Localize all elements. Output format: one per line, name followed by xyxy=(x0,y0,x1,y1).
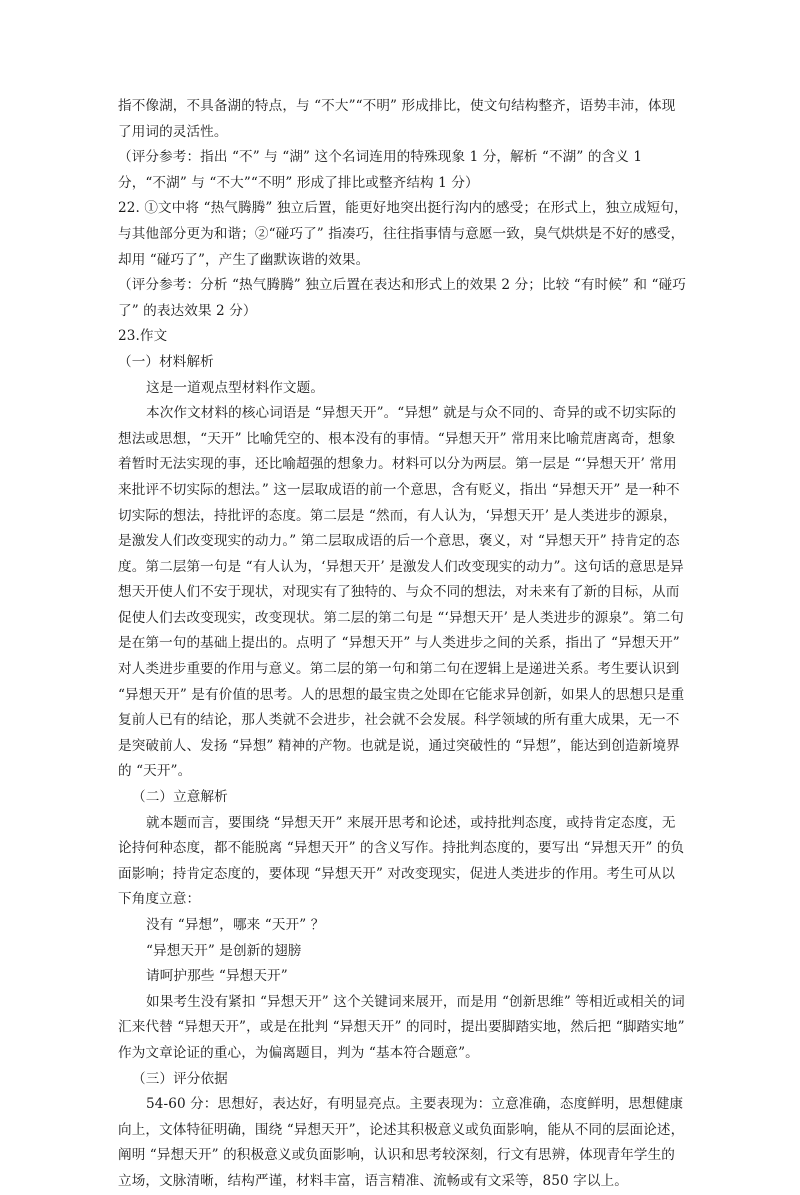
material-analysis-paragraph: 本次作文材料的核心词语是 “异想天开”。“异想” 就是与众不同的、奇异的或不切实际的想法或思想，“天开” 比喻凭空的、根本没有的事情。“异想天开” 常用来比喻荒唐离奇，想象着暂时无法实现的事，还比喻超强的想象力。材料可以分为两层。第一层是 “‘异想天开’ 常用来批评不切实际的想法。” 这一层取成语的前一个意思，含有贬义，指出 “异想天开” 是一种不切实际的想法，持批评的态度。第二层是 “然而，有人认为，‘异想天开’ 是人类进步的源泉，是激发人们改变现实的动力。” 第二层取成语的后一个意思，褒义，对 “异想天开” 持肯定的态度。第二层第一句是 “有人认为，‘异想天开’ 是激发人们改变现实的动力”。这句话的意思是异想天开使人们不安于现状，对现实有了独特的、与众不同的想法，对未来有了新的目标，从而促使人们去改变现实，改变现状。第二层的第二句是 “‘异想天开’ 是人类进步的源泉”。第二句是在第一句的基础上提出的。点明了 “异想天开” 与人类进步之间的关系，指出了 “异想天开” 对人类进步重要的作用与意义。第二层的第一句和第二句在逻辑上是递进关系。考生要认识到 “异想天开” 是有价值的思考。人的思想的最宝贵之处即在它能求异创新，如果人的思想只是重复前人已有的结论，那人类就不会进步，社会就不会发展。科学领域的所有重大成果，无一不是突破前人、发扬 “异想” 精神的产物。也就是说，通过突破性的 “异想”，能达到创造新境界的 “天开”。 xyxy=(118,405,685,780)
example-title-1: 没有 “异想”，哪来 “天开” ？ xyxy=(146,917,325,933)
scoring-note-22: （评分参考：分析 “热气腾腾” 独立后置在表达和形式上的效果 2 分；比较 “有时候” 和 “碰巧了” 的表达效果 2 分） xyxy=(118,277,686,319)
section-material-analysis-heading: （一）材料解析 xyxy=(118,353,214,370)
scoring-note-21: （评分参考：指出 “不” 与 “湖” 这个名词连用的特殊现象 1 分，解析 “不湖” 的含义 1 分，“不湖” 与 “不大”“不明” 形成了排比或整齐结构 1 分） xyxy=(118,149,643,191)
essay-heading: 23.作文 xyxy=(118,328,168,345)
scoring-tier-paragraph: 54-60 分：思想好，表达好，有明显亮点。主要表现为：立意准确，态度鲜明，思想健康向上，文体特征明确，围绕 “异想天开”，论述其积极意义或负面影响，能从不同的层面论述，阐明 “异想天开” 的积极意义或负面影响，认识和思考较深刻，行文有思辨，体现青年学生的立场，文脉清晰，结构严谨，材料丰富，语言精准、流畅或有文采等，850 字以上。 xyxy=(118,1096,685,1189)
material-type-paragraph: 这是一道观点型材料作文题。 xyxy=(146,379,325,396)
example-title-3: 请呵护那些 “异想天开” xyxy=(146,968,288,985)
section-scoring-basis-heading: （三）评分依据 xyxy=(132,1070,228,1087)
document-page xyxy=(118,94,688,1195)
answer-21-continued: 指不像湖，不具备湖的特点，与 “不大”“不明” 形成排比，使文句结构整齐，语势丰沛，体现了用词的灵活性。 xyxy=(118,98,676,140)
example-title-2: “异想天开” 是创新的翅膀 xyxy=(146,942,302,959)
off-topic-note-paragraph: 如果考生没有紧扣 “异想天开” 这个关键词来展开，而是用 “创新思维” 等相近或相关的词汇来代替 “异想天开”，或是在批判 “异想天开” 的同时，提出要脚踏实地，然后把 “脚踏实地” 作为文章论证的重心，为偏离题目，判为 “基本符合题意”。 xyxy=(118,993,685,1061)
theme-analysis-paragraph: 就本题而言，要围绕 “异想天开” 来展开思考和论述，或持批判态度，或持肯定态度，无论持何种态度，都不能脱离 “异想天开” 的含义写作。持批判态度的，要写出 “异想天开” 的负面影响；持肯定态度的，要体现 “异想天开” 对改变现实，促进人类进步的作用。考生可从以下角度立意： xyxy=(118,814,685,908)
section-theme-analysis-heading: （二）立意解析 xyxy=(132,789,228,806)
answer-22: 22. ①文中将 “热气腾腾” 独立后置，能更好地突出挺行沟内的感受；在形式上，独立成短句，与其他部分更为和谐；②“碰巧了” 指凑巧，往往指事情与意愿一致，臭气烘烘是不好的感受，却用 “碰巧了”，产生了幽默诙谐的效果。 xyxy=(118,200,688,268)
